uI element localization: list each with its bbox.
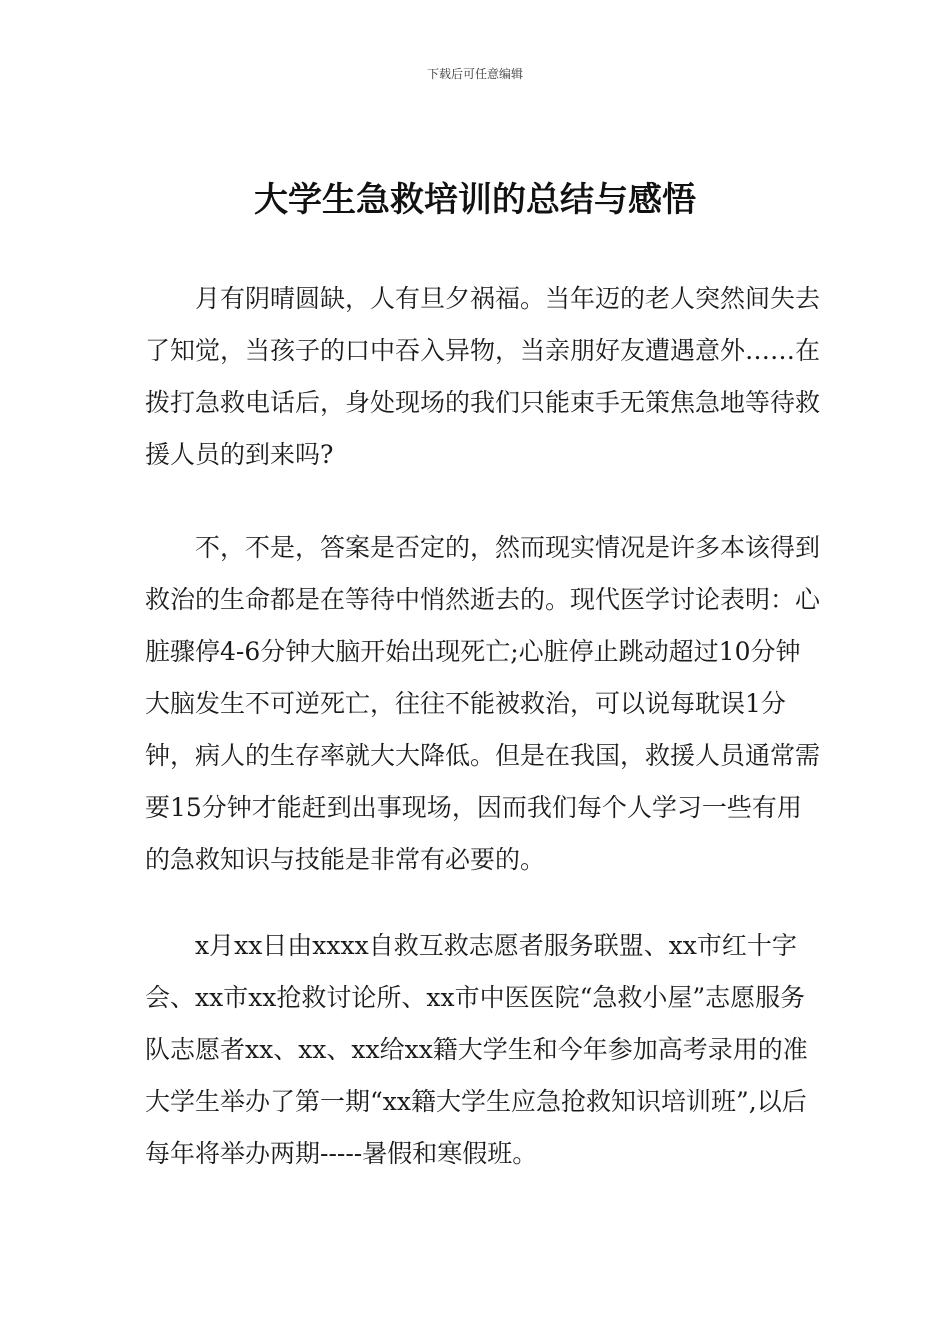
header-note: 下载后可任意编辑 (426, 67, 523, 81)
paragraph-1: 月有阴晴圆缺，人有旦夕祸福。当年迈的老人突然间失去了知觉，当孩子的口中吞入异物，当亲朋好友遭遇意外……在拨打急救电话后，身处现场的我们只能束手无策焦急地等待救援人员的到来吗? (145, 284, 821, 469)
paragraph-3: x月xx日由xxxx自救互救志愿者服务联盟、xx市红十字会、xx市xx抢救讨论所、xx市中医医院“急救小屋”志愿服务队志愿者xx、xx、xx给xx籍大学生和今年参加高考录用的准大学生举办了第一期“xx籍大学生应急抢救知识培训班”,以后每年将举办两期-----暑假和寒假班。 (145, 931, 808, 1168)
document-title: 大学生急救培训的总结与感悟 (254, 180, 696, 220)
paragraph-2: 不，不是，答案是否定的，然而现实情况是许多本该得到救治的生命都是在等待中悄然逝去的。现代医学讨论表明：心脏骤停4-6分钟大脑开始出现死亡;心脏停止跳动超过10分钟大脑发生不可逆死亡，往往不能被救治，可以说每耽误1分钟，病人的生存率就大大降低。但是在我国，救援人员通常需要15分钟才能赶到出事现场，因而我们每个人学习一些有用的急救知识与技能是非常有必要的。 (145, 533, 821, 874)
